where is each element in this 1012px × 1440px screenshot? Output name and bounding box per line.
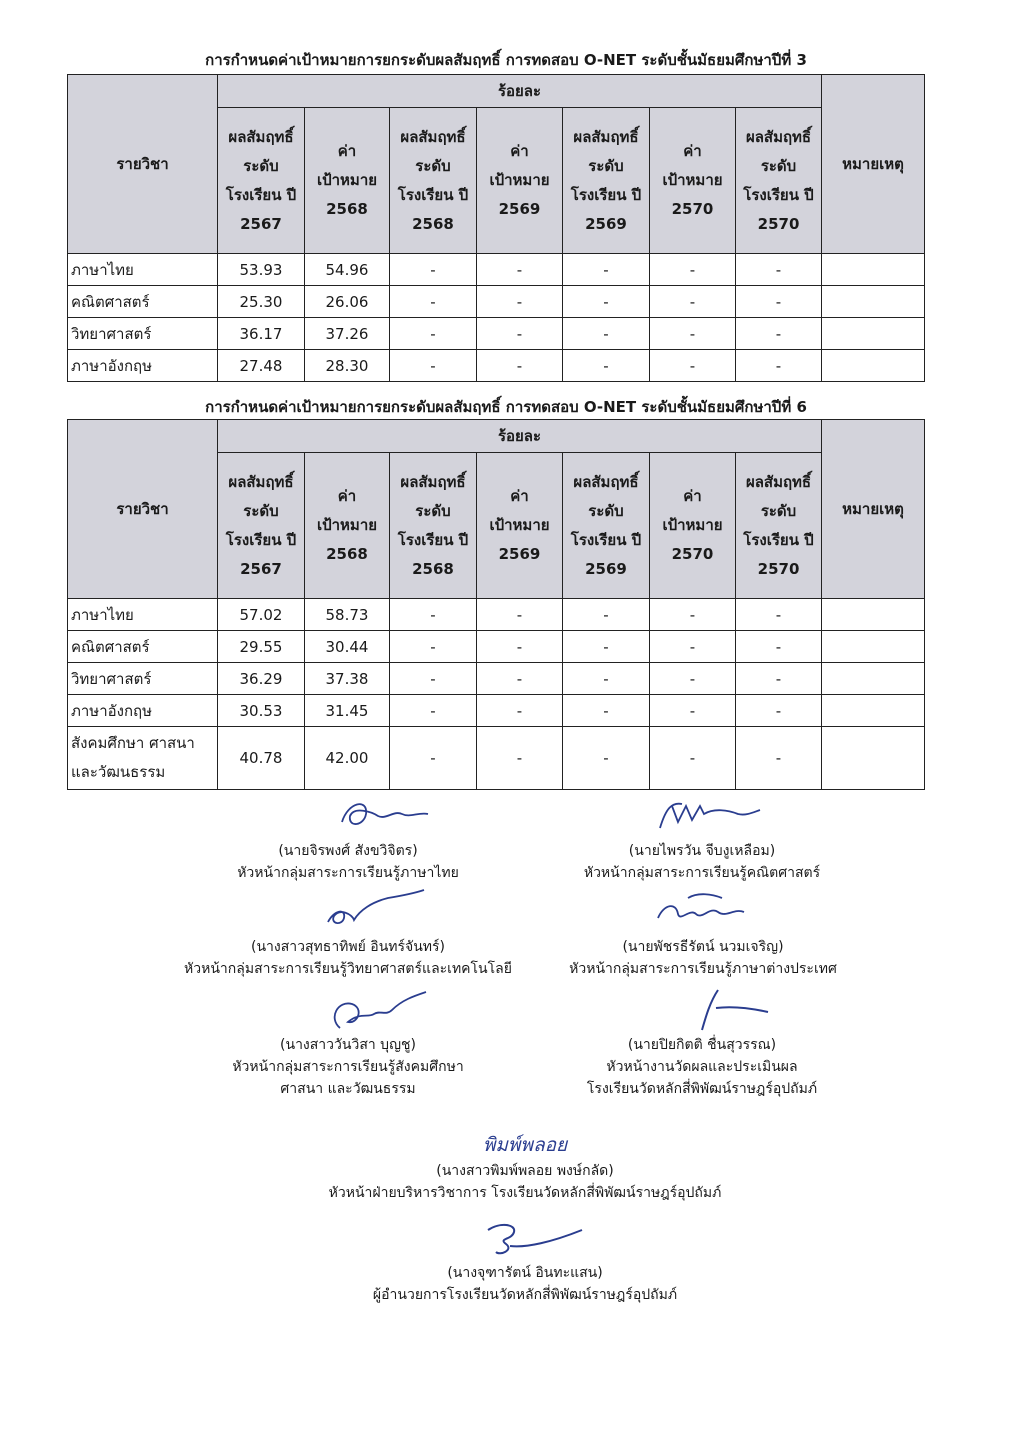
value-cell: - [650, 663, 736, 695]
signature-block-thai [188, 790, 508, 884]
column-header: ค่า เป้าหมาย 2570 [650, 108, 736, 254]
value-cell: 25.30 [218, 286, 305, 318]
signature-block-director [290, 1216, 760, 1306]
signature-block-science [178, 886, 518, 980]
value-cell: 58.73 [305, 599, 390, 631]
signer-position: หัวหน้าฝ่ายบริหารวิชาการ โรงเรียนวัดหลักสี่พิพัฒน์ราษฎร์อุปถัมภ์ [328, 1185, 722, 1201]
value-cell: - [477, 318, 563, 350]
value-cell: - [736, 254, 822, 286]
subject-cell: ภาษาไทย [68, 254, 218, 286]
column-header: ค่า เป้าหมาย 2568 [305, 453, 390, 599]
subject-cell: สังคมศึกษา ศาสนา และวัฒนธรรม [68, 727, 218, 790]
signer-name: (นายจิรพงศ์ สังขวิจิตร) [278, 843, 418, 859]
subject-cell: คณิตศาสตร์ [68, 286, 218, 318]
remark-cell [822, 727, 925, 790]
remark-cell [822, 286, 925, 318]
subject-header: รายวิชา [68, 420, 218, 599]
signer-position: ผู้อำนวยการโรงเรียนวัดหลักสี่พิพัฒน์ราษฎร์อุปถัมภ์ [372, 1287, 678, 1303]
table-row [68, 286, 925, 318]
column-header: ค่า เป้าหมาย 2570 [650, 453, 736, 599]
subject-cell: วิทยาศาสตร์ [68, 318, 218, 350]
signature-block-academic-affairs [290, 1130, 760, 1204]
signer-position: หัวหน้ากลุ่มสาระการเรียนรู้ภาษาต่างประเทศ [569, 961, 837, 977]
onet-target-table-m6 [67, 419, 925, 790]
table-row [68, 663, 925, 695]
value-cell: - [650, 350, 736, 382]
value-cell: 36.29 [218, 663, 305, 695]
value-cell: - [477, 286, 563, 318]
signer-name: (นางสาวพิมพ์พลอย พงษ์กลัด) [436, 1163, 614, 1179]
signer-position-line2: โรงเรียนวัดหลักสี่พิพัฒน์ราษฎร์อุปถัมภ์ [586, 1081, 818, 1097]
value-cell: - [650, 727, 736, 790]
subject-header: รายวิชา [68, 75, 218, 254]
value-cell: - [390, 286, 477, 318]
subject-cell: ภาษาอังกฤษ [68, 695, 218, 727]
signer-position: หัวหน้ากลุ่มสาระการเรียนรู้ภาษาไทย [237, 865, 459, 881]
table-title-m6: การกำหนดค่าเป้าหมายการยกระดับผลสัมฤทธิ์ การทดสอบ O-NET ระดับชั้นมัธยมศึกษาปีที่ 6 [205, 398, 807, 416]
signer-position: หัวหน้ากลุ่มสาระการเรียนรู้สังคมศึกษา [232, 1059, 464, 1075]
signature-mark [328, 792, 438, 836]
value-cell: - [736, 599, 822, 631]
column-header: ผลสัมฤทธิ์ ระดับ โรงเรียน ปี 2569 [563, 108, 650, 254]
column-header: ผลสัมฤทธิ์ ระดับ โรงเรียน ปี 2569 [563, 453, 650, 599]
signature-block-math [542, 790, 862, 884]
table-row [68, 254, 925, 286]
table-row [68, 599, 925, 631]
value-cell: 37.38 [305, 663, 390, 695]
table-row [68, 318, 925, 350]
table-row [68, 350, 925, 382]
signature-block-social-studies [198, 984, 498, 1100]
value-cell: - [563, 695, 650, 727]
value-cell: 29.55 [218, 631, 305, 663]
value-cell: 53.93 [218, 254, 305, 286]
signature-block-evaluation [542, 984, 862, 1100]
table-row [68, 695, 925, 727]
value-cell: - [390, 599, 477, 631]
subject-cell: คณิตศาสตร์ [68, 631, 218, 663]
value-cell: - [563, 286, 650, 318]
value-cell: 28.30 [305, 350, 390, 382]
value-cell: - [390, 727, 477, 790]
signature-block-foreign-language [538, 886, 868, 980]
value-cell: - [736, 695, 822, 727]
value-cell: - [563, 727, 650, 790]
remark-cell [822, 350, 925, 382]
value-cell: - [477, 254, 563, 286]
column-header: ค่า เป้าหมาย 2569 [477, 453, 563, 599]
value-cell: - [390, 695, 477, 727]
signature-mark [672, 986, 782, 1032]
subject-cell: ภาษาไทย [68, 599, 218, 631]
value-cell: - [477, 727, 563, 790]
value-cell: - [563, 631, 650, 663]
column-header: ค่า เป้าหมาย 2568 [305, 108, 390, 254]
signer-name: (นายพัชรธีรัตน์ นวมเจริญ) [622, 939, 784, 955]
value-cell: - [736, 727, 822, 790]
column-header: ผลสัมฤทธิ์ ระดับ โรงเรียน ปี 2570 [736, 108, 822, 254]
signer-position-line2: ศาสนา และวัฒนธรรม [280, 1081, 416, 1097]
value-cell: - [563, 663, 650, 695]
column-header: ผลสัมฤทธิ์ ระดับ โรงเรียน ปี 2567 [218, 453, 305, 599]
table-title-m3: การกำหนดค่าเป้าหมายการยกระดับผลสัมฤทธิ์ การทดสอบ O-NET ระดับชั้นมัธยมศึกษาปีที่ 3 [205, 51, 807, 69]
value-cell: - [477, 599, 563, 631]
value-cell: - [736, 286, 822, 318]
value-cell: - [736, 350, 822, 382]
remark-header: หมายเหตุ [822, 75, 925, 254]
value-cell: - [390, 350, 477, 382]
value-cell: 42.00 [305, 727, 390, 790]
signer-name: (นางสาวสุทธาทิพย์ อินทร์จันทร์) [251, 939, 445, 955]
table-row [68, 727, 925, 790]
value-cell: - [563, 254, 650, 286]
remark-cell [822, 318, 925, 350]
column-header: ผลสัมฤทธิ์ ระดับ โรงเรียน ปี 2568 [390, 108, 477, 254]
subject-cell: วิทยาศาสตร์ [68, 663, 218, 695]
value-cell: - [563, 350, 650, 382]
percent-header: ร้อยละ [218, 75, 822, 108]
remark-cell [822, 599, 925, 631]
signature-mark [642, 794, 762, 834]
remark-cell [822, 695, 925, 727]
value-cell: - [650, 286, 736, 318]
column-header: ผลสัมฤทธิ์ ระดับ โรงเรียน ปี 2567 [218, 108, 305, 254]
value-cell: - [736, 318, 822, 350]
signer-position: หัวหน้างานวัดผลและประเมินผล [606, 1059, 798, 1075]
column-header: ผลสัมฤทธิ์ ระดับ โรงเรียน ปี 2568 [390, 453, 477, 599]
value-cell: - [477, 663, 563, 695]
onet-target-table-m3 [67, 74, 925, 382]
signer-name: (นางจุฑารัตน์ อินทะแสน) [447, 1265, 603, 1281]
remark-header: หมายเหตุ [822, 420, 925, 599]
value-cell: 40.78 [218, 727, 305, 790]
value-cell: - [390, 631, 477, 663]
signer-name: (นายไพรวัน จีบงูเหลือม) [628, 843, 776, 859]
signer-name: (นายปิยกิตติ ชื่นสุวรรณ) [627, 1037, 777, 1053]
value-cell: - [477, 631, 563, 663]
value-cell: - [736, 663, 822, 695]
subject-cell: ภาษาอังกฤษ [68, 350, 218, 382]
value-cell: 37.26 [305, 318, 390, 350]
remark-cell [822, 254, 925, 286]
value-cell: - [390, 663, 477, 695]
column-header: ผลสัมฤทธิ์ ระดับ โรงเรียน ปี 2570 [736, 453, 822, 599]
signer-name: (นางสาววันวิสา บุญชู) [280, 1037, 416, 1053]
value-cell: 31.45 [305, 695, 390, 727]
signature-mark [308, 888, 428, 932]
value-cell: 30.53 [218, 695, 305, 727]
value-cell: 30.44 [305, 631, 390, 663]
value-cell: - [650, 631, 736, 663]
remark-cell [822, 631, 925, 663]
remark-cell [822, 663, 925, 695]
signer-position: หัวหน้ากลุ่มสาระการเรียนรู้วิทยาศาสตร์และเทคโนโลยี [184, 961, 512, 977]
signer-position: หัวหน้ากลุ่มสาระการเรียนรู้คณิตศาสตร์ [583, 865, 821, 881]
value-cell: 57.02 [218, 599, 305, 631]
value-cell: - [390, 254, 477, 286]
signature-handwriting: พิมพ์พลอย [482, 1134, 568, 1156]
value-cell: 36.17 [218, 318, 305, 350]
value-cell: - [650, 695, 736, 727]
value-cell: 26.06 [305, 286, 390, 318]
value-cell: - [650, 318, 736, 350]
value-cell: 27.48 [218, 350, 305, 382]
value-cell: - [563, 318, 650, 350]
value-cell: - [650, 254, 736, 286]
column-header: ค่า เป้าหมาย 2569 [477, 108, 563, 254]
value-cell: - [477, 695, 563, 727]
table-row [68, 631, 925, 663]
signature-mark [648, 888, 758, 932]
value-cell: - [650, 599, 736, 631]
signature-mark [318, 988, 428, 1032]
value-cell: 54.96 [305, 254, 390, 286]
value-cell: - [477, 350, 563, 382]
value-cell: - [736, 631, 822, 663]
percent-header: ร้อยละ [218, 420, 822, 453]
value-cell: - [390, 318, 477, 350]
signature-mark [470, 1216, 590, 1262]
value-cell: - [563, 599, 650, 631]
